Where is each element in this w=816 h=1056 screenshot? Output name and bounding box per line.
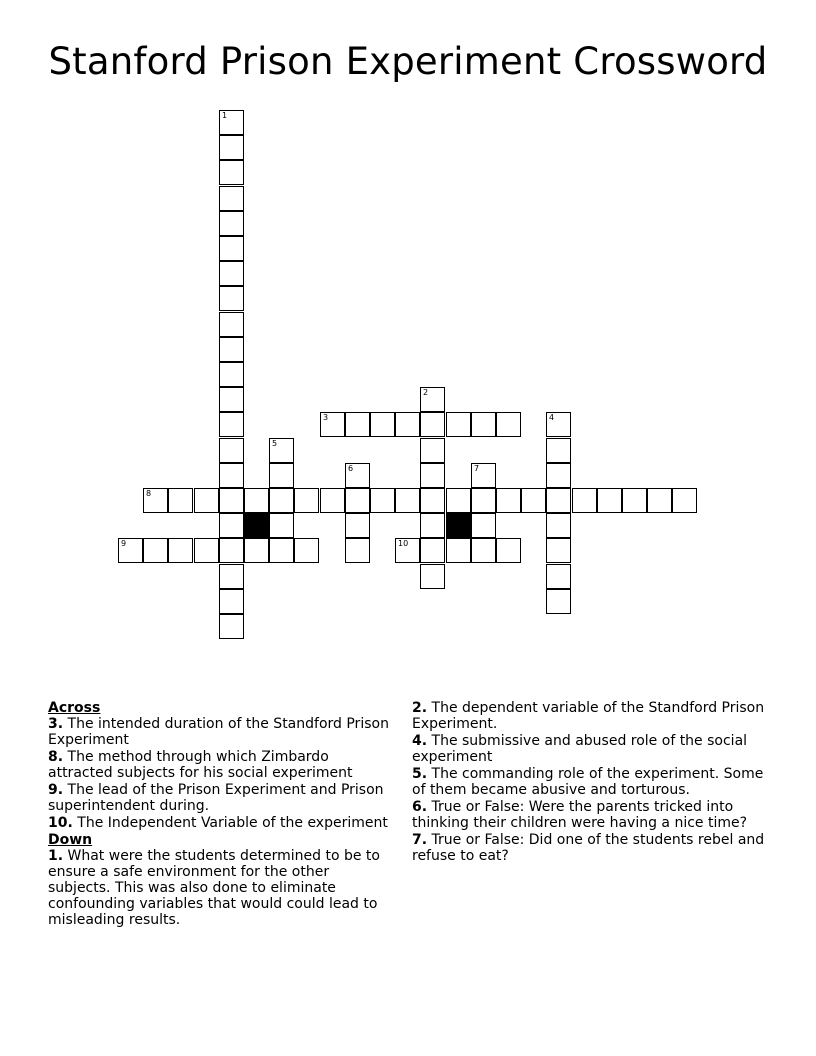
clue-item	[48, 848, 396, 928]
grid-cell[interactable]	[194, 538, 219, 563]
clue-text: The intended duration of the Standford Prison Experiment	[48, 716, 389, 748]
clue-number-label: 2	[423, 388, 429, 397]
grid-cell[interactable]	[546, 463, 571, 488]
grid-cell[interactable]	[471, 538, 496, 563]
grid-cell[interactable]	[143, 488, 168, 513]
grid-cell[interactable]	[420, 412, 445, 437]
grid-cell[interactable]	[219, 261, 244, 286]
grid-cell[interactable]	[219, 412, 244, 437]
grid-cell[interactable]	[496, 412, 521, 437]
grid-cell[interactable]	[219, 438, 244, 463]
grid-cell[interactable]	[446, 412, 471, 437]
down-heading: Down	[48, 832, 93, 848]
grid-cell[interactable]	[345, 488, 370, 513]
clue-item	[48, 749, 396, 781]
grid-cell[interactable]	[219, 312, 244, 337]
down-clue-list-right	[412, 700, 772, 864]
grid-cell[interactable]	[244, 538, 269, 563]
grid-cell[interactable]	[395, 488, 420, 513]
clue-text: The method through which Zimbardo attracted subjects for his social experiment	[48, 749, 353, 781]
grid-cell[interactable]	[219, 362, 244, 387]
grid-cell[interactable]	[269, 513, 294, 538]
clue-number: 4.	[412, 733, 428, 749]
clue-number: 6.	[412, 799, 428, 815]
clue-number-label: 8	[146, 489, 152, 498]
grid-cell[interactable]	[446, 538, 471, 563]
grid-cell[interactable]	[219, 135, 244, 160]
grid-cell[interactable]	[546, 438, 571, 463]
grid-cell[interactable]	[118, 538, 143, 563]
grid-cell[interactable]	[496, 488, 521, 513]
grid-cell[interactable]	[345, 412, 370, 437]
grid-cell[interactable]	[647, 488, 672, 513]
grid-cell[interactable]	[219, 564, 244, 589]
black-cell	[446, 513, 471, 538]
clues-right-column	[412, 700, 772, 865]
grid-cell[interactable]	[269, 488, 294, 513]
clue-number-label: 7	[474, 464, 480, 473]
clue-item	[48, 815, 396, 831]
clue-number-label: 3	[323, 413, 329, 422]
grid-cell[interactable]	[395, 412, 420, 437]
grid-cell[interactable]	[420, 488, 445, 513]
grid-cell[interactable]	[219, 614, 244, 639]
clue-item	[412, 700, 772, 732]
grid-cell[interactable]	[269, 538, 294, 563]
grid-cell[interactable]	[471, 488, 496, 513]
clue-number-label: 4	[549, 413, 555, 422]
grid-cell[interactable]	[194, 488, 219, 513]
grid-cell[interactable]	[219, 488, 244, 513]
grid-cell[interactable]	[219, 337, 244, 362]
clue-number: 3.	[48, 716, 64, 732]
grid-cell[interactable]	[546, 589, 571, 614]
clue-number: 10.	[48, 815, 73, 831]
clue-number-label: 1	[222, 111, 228, 120]
grid-cell[interactable]	[420, 513, 445, 538]
grid-cell[interactable]	[546, 412, 571, 437]
grid-cell[interactable]	[168, 538, 193, 563]
grid-cell[interactable]	[294, 488, 319, 513]
grid-cell[interactable]	[219, 160, 244, 185]
clue-number: 2.	[412, 700, 428, 716]
grid-cell[interactable]	[269, 463, 294, 488]
grid-cell[interactable]	[168, 488, 193, 513]
grid-cell[interactable]	[471, 463, 496, 488]
grid-cell[interactable]	[345, 538, 370, 563]
grid-cell[interactable]	[597, 488, 622, 513]
clue-item	[48, 716, 396, 748]
grid-cell[interactable]	[546, 564, 571, 589]
grid-cell[interactable]	[244, 488, 269, 513]
across-heading: Across	[48, 700, 101, 716]
black-cell	[244, 513, 269, 538]
across-clue-list	[48, 716, 396, 831]
clue-item	[48, 782, 396, 814]
clue-number-label: 6	[348, 464, 354, 473]
grid-cell[interactable]	[219, 186, 244, 211]
grid-cell[interactable]	[219, 236, 244, 261]
grid-cell[interactable]	[219, 286, 244, 311]
clues-left-column	[48, 700, 396, 929]
clue-text: True or False: Were the parents tricked into thinking their children were having a nice time?	[412, 799, 748, 831]
grid-cell[interactable]	[219, 538, 244, 563]
clue-number: 8.	[48, 749, 64, 765]
clue-text: What were the students determined to be to ensure a safe environment for the other subjects. This was also done to eliminate confounding variables that would could lead to misleading results.	[48, 848, 380, 928]
grid-cell[interactable]	[572, 488, 597, 513]
grid-cell[interactable]	[219, 211, 244, 236]
grid-cell[interactable]	[420, 463, 445, 488]
grid-cell[interactable]	[420, 438, 445, 463]
grid-cell[interactable]	[471, 513, 496, 538]
clue-item	[412, 799, 772, 831]
grid-cell[interactable]	[446, 488, 471, 513]
clue-text: The commanding role of the experiment. Some of them became abusive and torturous.	[412, 766, 764, 798]
clue-text: The submissive and abused role of the social experiment	[412, 733, 748, 765]
clue-text: True or False: Did one of the students rebel and refuse to eat?	[412, 832, 765, 864]
clue-number-label: 5	[272, 439, 278, 448]
page-title: Stanford Prison Experiment Crossword	[48, 40, 768, 83]
grid-cell[interactable]	[219, 589, 244, 614]
grid-cell[interactable]	[345, 513, 370, 538]
grid-cell[interactable]	[471, 412, 496, 437]
clue-number-label: 9	[121, 539, 127, 548]
grid-cell[interactable]	[622, 488, 647, 513]
grid-cell[interactable]	[370, 488, 395, 513]
grid-cell[interactable]	[320, 412, 345, 437]
clue-text: The Independent Variable of the experiment	[72, 815, 388, 831]
grid-cell[interactable]	[345, 463, 370, 488]
grid-cell[interactable]	[546, 513, 571, 538]
grid-cell[interactable]	[420, 538, 445, 563]
down-clue-list-left	[48, 848, 396, 928]
grid-cell[interactable]	[219, 513, 244, 538]
clue-item	[412, 832, 772, 864]
grid-cell[interactable]	[496, 538, 521, 563]
grid-cell[interactable]	[395, 538, 420, 563]
grid-cell[interactable]	[420, 564, 445, 589]
clue-number: 9.	[48, 782, 64, 798]
clue-number: 1.	[48, 848, 64, 864]
clue-number-label: 10	[398, 539, 409, 548]
grid-cell[interactable]	[521, 488, 546, 513]
grid-cell[interactable]	[370, 412, 395, 437]
grid-cell[interactable]	[269, 438, 294, 463]
grid-cell[interactable]	[294, 538, 319, 563]
clue-item	[412, 766, 772, 798]
clue-text: The lead of the Prison Experiment and Prison superintendent during.	[48, 782, 384, 814]
grid-cell[interactable]	[219, 110, 244, 135]
grid-cell[interactable]	[546, 538, 571, 563]
clue-number: 5.	[412, 766, 428, 782]
grid-cell[interactable]	[672, 488, 697, 513]
grid-cell[interactable]	[546, 488, 571, 513]
grid-cell[interactable]	[143, 538, 168, 563]
grid-cell[interactable]	[219, 387, 244, 412]
grid-cell[interactable]	[420, 387, 445, 412]
clue-item	[412, 733, 772, 765]
grid-cell[interactable]	[320, 488, 345, 513]
clue-number: 7.	[412, 832, 428, 848]
grid-cell[interactable]	[219, 463, 244, 488]
clue-text: The dependent variable of the Standford Prison Experiment.	[412, 700, 765, 732]
